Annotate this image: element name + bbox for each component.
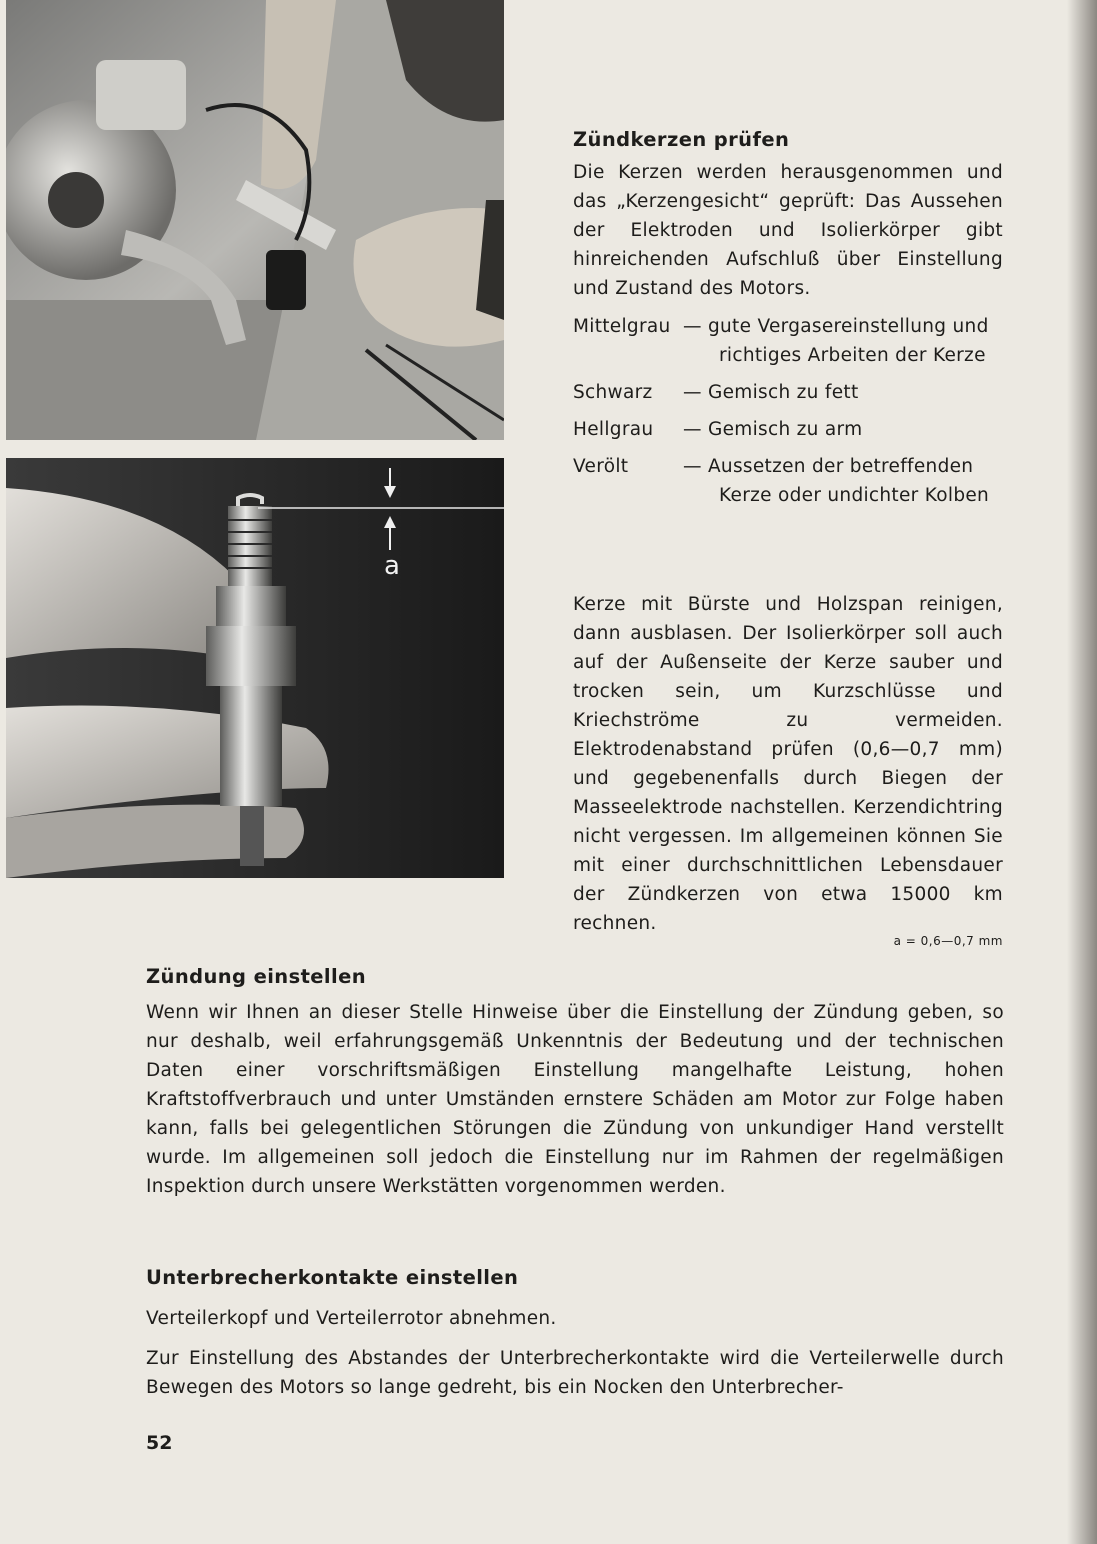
figure-caption: a = 0,6—0,7 mm [893, 934, 1003, 948]
heading-zuendung-einstellen: Zündung einstellen [146, 965, 366, 988]
paragraph-text: Wenn wir Ihnen an dieser Stelle Hinweise über die Einstellung der Zündung geben, so nur deshalb, weil erfahrungsgemäß Unkenntnis der Bedeutung und der technischen Daten einer vorschriftsmäßigen Einstellung mangelhafte Leistung, hohen Kraftstoffverbrauch und unter Umständen ernstere Schäden am Motor zur Folge haben kann, falls bei gelegentlichen Störungen die Zündung von unkundiger Hand verstellt wurde. Im allgemeinen soll jedoch die Einstellung nur im Rahmen der regelmäßigen Inspektion durch unsere Werkstätten vorgenommen werden. [146, 1002, 1004, 1197]
gap-label: a [384, 551, 400, 581]
condition-desc: — gute Vergasereinstellung und richtiges Arbeiten der Kerze [683, 316, 989, 366]
condition-desc: — Aussetzen der betreffenden Kerze oder undichter Kolben [683, 456, 990, 506]
condition-term: Verölt [573, 456, 629, 477]
paragraph-text: Zur Einstellung des Abstandes der Unterbrecherkontakte wird die Verteilerwelle durch Bewegen des Motors so lange gedreht, bis ein Nocken den Unterbrecher- [146, 1348, 1004, 1398]
heading-zuendkerzen-pruefen: Zündkerzen prüfen [573, 128, 790, 151]
paragraph-text: Verteilerkopf und Verteilerrotor abnehmen. [146, 1308, 557, 1329]
condition-term: Hellgrau [573, 419, 654, 440]
photo-engine-spark-plug-removal [6, 0, 504, 440]
condition-row-veroelt [573, 452, 1003, 510]
paragraph-step-1 [146, 1304, 1004, 1333]
condition-term: Mittelgrau [573, 316, 671, 337]
heading-unterbrecherkontakte: Unterbrecherkontakte einstellen [146, 1266, 519, 1289]
condition-row-schwarz [573, 378, 1003, 407]
condition-row-mittelgrau [573, 312, 1003, 370]
condition-desc: — Gemisch zu fett [683, 382, 859, 403]
paragraph-zuendung [146, 998, 1004, 1201]
spark-plug-condition-list [573, 312, 1003, 510]
paragraph-text: Kerze mit Bürste und Holzspan reinigen, dann ausblasen. Der Isolierkörper soll auch auf der Außenseite der Kerze sauber und trocken sein, um Kurzschlüsse und Kriechströme zu vermeiden. Elektrodenabstand prüfen (0,6—0,7 mm) und gegebenenfalls durch Biegen der Masseelektrode nachstellen. Kerzendichtring nicht vergessen. Im allgemeinen können Sie mit einer durchschnittlichen Lebensdauer der Zündkerzen von etwa 15000 km rechnen. [573, 594, 1003, 934]
paragraph-text: Die Kerzen werden herausgenommen und das „Kerzengesicht“ geprüft: Das Aussehen der Elektroden und Isolierkörper gibt hinreichenden Aufschluß über Einstellung und Zustand des Motors. [573, 162, 1003, 299]
paragraph-cleaning [573, 590, 1003, 938]
photo-spark-plug-gap [6, 458, 504, 878]
page-edge-shadow [1067, 0, 1097, 1544]
page-number: 52 [146, 1432, 173, 1454]
paragraph-step-2 [146, 1344, 1004, 1402]
condition-row-hellgrau [573, 415, 1003, 444]
condition-desc: — Gemisch zu arm [683, 419, 863, 440]
condition-term: Schwarz [573, 382, 653, 403]
paragraph-zuendkerzen-intro [573, 158, 1003, 303]
